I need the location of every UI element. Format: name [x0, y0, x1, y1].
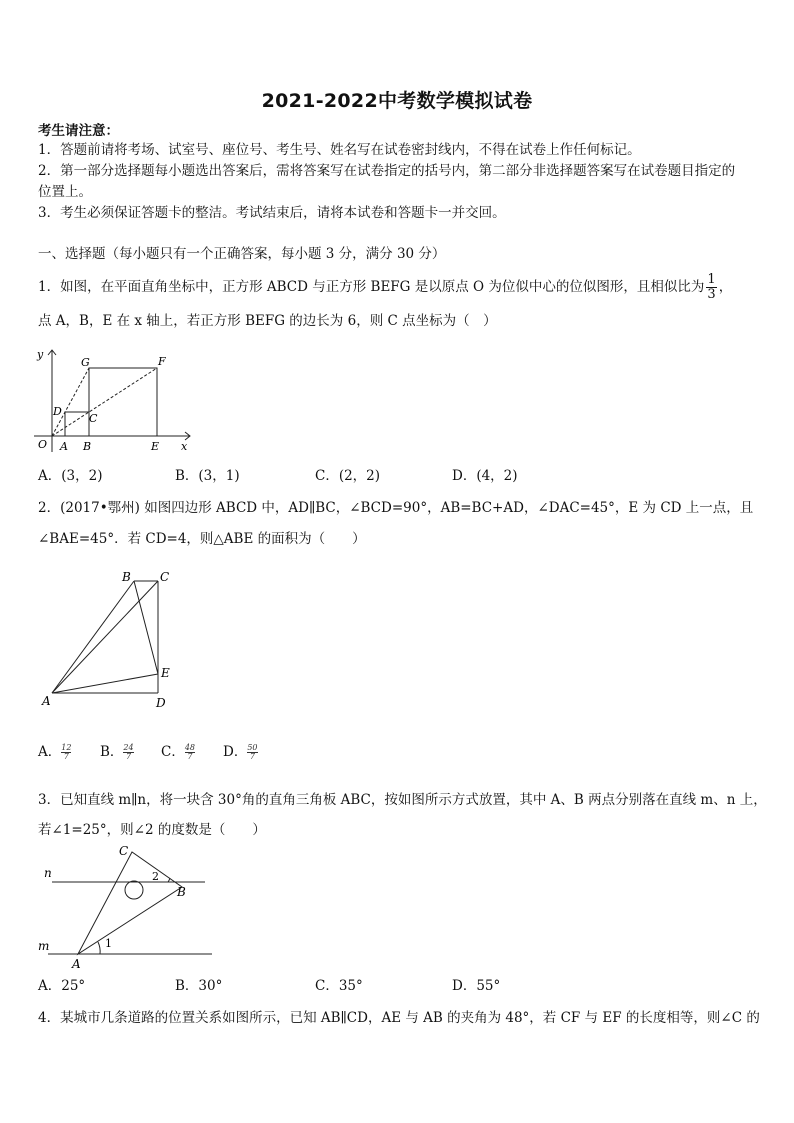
question-1-comma: ，	[718, 279, 733, 295]
label-b: B	[122, 570, 131, 584]
option-fraction	[247, 744, 257, 761]
label-f: F	[158, 355, 166, 368]
option-fraction	[185, 744, 195, 761]
label-m: m	[38, 939, 50, 953]
option-label: A．	[38, 744, 62, 760]
segment-ab	[52, 581, 134, 693]
label-a: A	[72, 957, 81, 970]
question-1-text-2: 点 A，B，E 在 x 轴上，若正方形 BEFG 的边长为 6，则 C 点坐标为（ ）	[38, 313, 497, 329]
angle-2-arc	[168, 878, 170, 882]
option-label: D．	[223, 744, 248, 760]
label-a: A	[60, 440, 68, 453]
option-fraction	[61, 744, 71, 761]
ratio-fraction	[706, 273, 716, 302]
fraction-denominator: 7	[249, 751, 255, 761]
label-d: D	[53, 405, 62, 418]
question-1-option-b[interactable]: B．(3，1)	[175, 468, 240, 484]
notice-heading: 考生请注意：	[38, 123, 119, 139]
question-1-option-c[interactable]: C．(2，2)	[315, 468, 381, 484]
label-angle-1: 1	[105, 937, 112, 950]
triangle-hole	[125, 881, 143, 899]
question-2-option-c[interactable]	[161, 742, 195, 762]
question-3-option-b[interactable]: B．30°	[175, 978, 223, 994]
square-abcd	[65, 412, 89, 436]
label-d: D	[156, 696, 166, 710]
question-2-option-a[interactable]	[38, 742, 71, 762]
question-1-figure	[30, 340, 200, 458]
question-2-option-d[interactable]	[223, 742, 258, 762]
fraction-numerator: 48	[184, 742, 196, 752]
option-label: C．	[161, 744, 185, 760]
label-o: O	[38, 438, 48, 451]
label-e: E	[151, 440, 160, 453]
triangle-abc	[78, 852, 182, 954]
angle-1-arc	[98, 942, 100, 954]
question-3-option-c[interactable]: C．35°	[315, 978, 363, 994]
segment-ac	[52, 581, 158, 693]
notice-item: 3．考生必须保证答题卡的整洁。考试结束后，请将本试卷和答题卡一并交回。	[38, 205, 506, 221]
question-3-option-d[interactable]: D．55°	[452, 978, 501, 994]
label-b: B	[177, 885, 186, 899]
notice-item: 位置上。	[38, 184, 92, 200]
notice-item: 2．第一部分选择题每小题选出答案后，需将答案写在试卷指定的括号内，第二部分非选择题答案写在试卷题目指定的	[38, 163, 736, 179]
option-label: B．	[100, 744, 124, 760]
fraction-denominator: 7	[125, 751, 132, 761]
label-y: y	[37, 348, 44, 361]
question-3-option-a[interactable]: A．25°	[38, 978, 86, 994]
label-e: E	[161, 666, 170, 680]
question-3-figure	[32, 842, 217, 970]
question-1-option-a[interactable]: A．(3，2)	[38, 468, 103, 484]
label-g: G	[81, 356, 90, 369]
label-n: n	[44, 866, 52, 880]
fraction-numerator: 50	[247, 742, 258, 752]
question-2-text: 2．(2017•鄂州) 如图四边形 ABCD 中，AD∥BC，∠BCD=90°，AB=BC+AD，∠DAC=45°，E 为 CD 上一点，且	[38, 500, 754, 516]
question-3-text-2: 若∠1=25°，则∠2 的度数是（ ）	[38, 822, 266, 838]
fraction-denominator: 7	[63, 751, 69, 761]
question-2-figure	[38, 566, 178, 712]
square-befg	[89, 368, 157, 436]
dashed-line-of	[52, 368, 157, 436]
question-3-text: 3．已知直线 m∥n，将一块含 30°角的直角三角板 ABC，按如图所示方式放置，其中 A、B 两点分别落在直线 m、n 上，	[38, 792, 767, 808]
question-1-text: 1．如图，在平面直角坐标中，正方形 ABCD 与正方形 BEFG 是以原点 O 为位似中心的位似图形，且相似比为	[38, 279, 705, 295]
label-angle-2: 2	[152, 870, 159, 883]
notice-item: 1．答题前请将考场、试室号、座位号、考生号、姓名写在试卷密封线内，不得在试卷上作任何标记。	[38, 142, 641, 158]
fraction-denominator: 3	[707, 286, 716, 302]
fraction-denominator: 7	[187, 751, 193, 761]
dashed-line-og	[52, 368, 89, 436]
page-title: 2021-2022中考数学模拟试卷	[261, 90, 533, 112]
fraction-numerator: 1	[707, 271, 716, 287]
segment-be	[134, 581, 158, 674]
question-1-option-d[interactable]: D．(4，2)	[452, 468, 518, 484]
option-fraction	[123, 744, 133, 761]
question-2-option-b[interactable]	[100, 742, 134, 762]
section-heading: 一、选择题（每小题只有一个正确答案，每小题 3 分，满分 30 分）	[38, 246, 446, 262]
label-b: B	[83, 440, 92, 453]
fraction-numerator: 24	[123, 742, 134, 752]
question-4-text: 4．某城市几条道路的位置关系如图所示，已知 AB∥CD，AE 与 AB 的夹角为 48°，若 CF 与 EF 的长度相等，则∠C 的	[38, 1010, 760, 1026]
label-a: A	[42, 694, 51, 708]
label-c: C	[119, 844, 129, 858]
label-c: C	[160, 570, 170, 584]
question-2-text-2: ∠BAE=45°．若 CD=4，则△ABE 的面积为（ ）	[38, 531, 366, 547]
fraction-numerator: 12	[61, 742, 72, 752]
label-x: x	[181, 440, 188, 453]
question-1-stem	[38, 268, 732, 306]
label-c: C	[89, 412, 98, 425]
